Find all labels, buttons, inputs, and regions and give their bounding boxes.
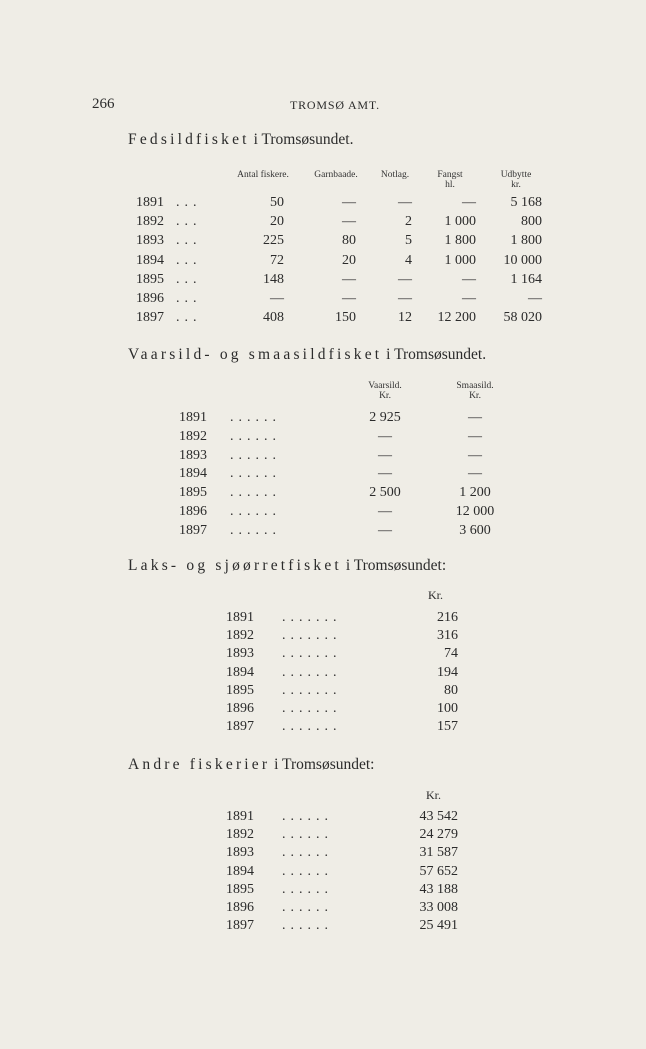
leader-dots: ... [176,195,202,210]
col-header-smaasild [440,381,510,401]
value-cell: 24 279 [419,827,458,842]
udbytte-cell: — [528,291,542,306]
fangst-line1: Fangst [437,170,463,180]
year-cell: 1895 [136,272,164,287]
unit-label: Kr. [428,588,443,602]
vaarsild-cell: 2 500 [369,485,401,500]
section-title-vaarsild [128,346,486,364]
antal-cell: 148 [263,272,284,287]
smaasild-cell: — [468,466,482,481]
smaasild-line1: Smaasild. [456,381,494,391]
title-rest: i Tromsøsundet: [341,557,447,574]
title-spaced: Vaarsild- og smaasildfisket [128,346,383,363]
title-rest: i Tromsøsundet: [270,756,375,773]
title-rest: i Tromsøsundet. [382,346,487,363]
garnbaade-cell: 150 [335,310,356,325]
value-cell: 316 [437,628,458,643]
garnbaade-cell: — [342,214,356,229]
year-cell: 1891 [226,610,254,625]
fangst-cell: — [462,195,476,210]
col-header-garn: Garnbaade. [314,170,358,180]
value-cell: 43 542 [419,809,458,824]
leader-dots: ...... [230,448,281,463]
leader-dots: ... [176,253,202,268]
leader-dots: ...... [282,900,333,915]
year-cell: 1895 [226,683,254,698]
year-cell: 1895 [179,485,207,500]
notlag-cell: 4 [405,253,412,268]
fangst-cell: — [462,291,476,306]
leader-dots: ... [176,291,202,306]
leader-dots: ...... [230,429,281,444]
garnbaade-cell: 80 [342,233,356,248]
value-cell: 74 [444,646,458,661]
title-spaced: Fedsildfisket [128,131,250,148]
leader-dots: ...... [282,845,333,860]
udbytte-cell: 1 164 [510,272,542,287]
value-cell: 57 652 [419,864,458,879]
leader-dots: ....... [282,719,342,734]
year-cell: 1891 [179,410,207,425]
year-cell: 1891 [226,809,254,824]
col-header-antal: Antal fiskere. [237,170,289,180]
year-cell: 1896 [179,504,207,519]
year-cell: 1896 [226,701,254,716]
value-cell: 31 587 [419,845,458,860]
vaarsild-cell: — [378,523,392,538]
antal-cell: 20 [270,214,284,229]
antal-cell: 408 [263,310,284,325]
year-cell: 1892 [226,628,254,643]
udbytte-cell: 1 800 [510,233,542,248]
leader-dots: ... [176,233,202,248]
leader-dots: ... [176,214,202,229]
leader-dots: ...... [230,466,281,481]
year-cell: 1893 [136,233,164,248]
year-cell: 1897 [136,310,164,325]
title-spaced: Andre fiskerier [128,756,271,773]
antal-cell: 225 [263,233,284,248]
garnbaade-cell: 20 [342,253,356,268]
notlag-cell: 12 [398,310,412,325]
leader-dots: ....... [282,701,342,716]
vaarsild-cell: 2 925 [369,410,401,425]
year-cell: 1897 [179,523,207,538]
udbytte-cell: 10 000 [503,253,542,268]
value-cell: 100 [437,701,458,716]
col-header-fangst [420,170,480,190]
year-cell: 1892 [136,214,164,229]
vaarsild-cell: — [378,466,392,481]
garnbaade-cell: — [342,195,356,210]
smaasild-line2: Kr. [469,391,481,401]
vaarsild-cell: — [378,504,392,519]
notlag-cell: — [398,291,412,306]
year-cell: 1894 [136,253,164,268]
vaarsild-cell: — [378,448,392,463]
fangst-cell: 1 000 [444,253,476,268]
leader-dots: ....... [282,683,342,698]
udbytte-line1: Udbytte [500,170,532,180]
fangst-cell: — [462,272,476,287]
fangst-line2: hl. [445,180,455,190]
fangst-cell: 1 800 [444,233,476,248]
value-cell: 194 [437,665,458,680]
value-cell: 33 008 [419,900,458,915]
year-cell: 1892 [226,827,254,842]
smaasild-cell: 3 600 [459,523,491,538]
smaasild-cell: — [468,429,482,444]
udbytte-cell: 5 168 [510,195,542,210]
vaarsild-line1: Vaarsild. [368,381,402,391]
year-cell: 1894 [179,466,207,481]
smaasild-cell: — [468,410,482,425]
garnbaade-cell: — [342,291,356,306]
smaasild-cell: 1 200 [459,485,491,500]
leader-dots: ... [176,310,202,325]
value-cell: 25 491 [419,918,458,933]
year-cell: 1893 [226,646,254,661]
col-header-vaarsild [355,381,415,401]
leader-dots: ....... [282,646,342,661]
udbytte-cell: 58 020 [503,310,542,325]
year-cell: 1893 [226,845,254,860]
year-cell: 1893 [179,448,207,463]
page-number: 266 [92,96,115,112]
smaasild-cell: — [468,448,482,463]
leader-dots: ...... [282,882,333,897]
section-title-laks [128,557,446,575]
running-head: TROMSØ AMT. [290,98,380,112]
year-cell: 1892 [179,429,207,444]
antal-cell: — [270,291,284,306]
leader-dots: ....... [282,610,342,625]
year-cell: 1897 [226,719,254,734]
leader-dots: ...... [230,410,281,425]
leader-dots: ...... [282,827,333,842]
fangst-cell: 1 000 [444,214,476,229]
fangst-cell: 12 200 [437,310,476,325]
antal-cell: 72 [270,253,284,268]
leader-dots: ....... [282,628,342,643]
notlag-cell: — [398,195,412,210]
section-title-fedsild [128,131,353,149]
notlag-cell: 2 [405,214,412,229]
value-cell: 216 [437,610,458,625]
leader-dots: ....... [282,665,342,680]
value-cell: 43 188 [419,882,458,897]
title-spaced: Laks- og sjøørretfisket [128,557,342,574]
year-cell: 1891 [136,195,164,210]
year-cell: 1895 [226,882,254,897]
leader-dots: ...... [282,918,333,933]
col-header-notlag: Notlag. [380,170,410,180]
vaarsild-line2: Kr. [379,391,391,401]
garnbaade-cell: — [342,272,356,287]
leader-dots: ...... [282,809,333,824]
leader-dots: ...... [282,864,333,879]
section-title-andre [128,756,374,774]
unit-label: Kr. [426,788,441,802]
title-rest: i Tromsøsundet. [249,131,354,148]
udbytte-cell: 800 [521,214,542,229]
leader-dots: ...... [230,504,281,519]
col-header-udbytte [487,170,545,190]
year-cell: 1894 [226,665,254,680]
value-cell: 157 [437,719,458,734]
vaarsild-cell: — [378,429,392,444]
antal-cell: 50 [270,195,284,210]
year-cell: 1894 [226,864,254,879]
notlag-cell: 5 [405,233,412,248]
leader-dots: ...... [230,523,281,538]
value-cell: 80 [444,683,458,698]
year-cell: 1896 [226,900,254,915]
leader-dots: ... [176,272,202,287]
leader-dots: ...... [230,485,281,500]
notlag-cell: — [398,272,412,287]
year-cell: 1897 [226,918,254,933]
smaasild-cell: 12 000 [455,504,495,519]
udbytte-line2: kr. [511,180,521,190]
year-cell: 1896 [136,291,164,306]
